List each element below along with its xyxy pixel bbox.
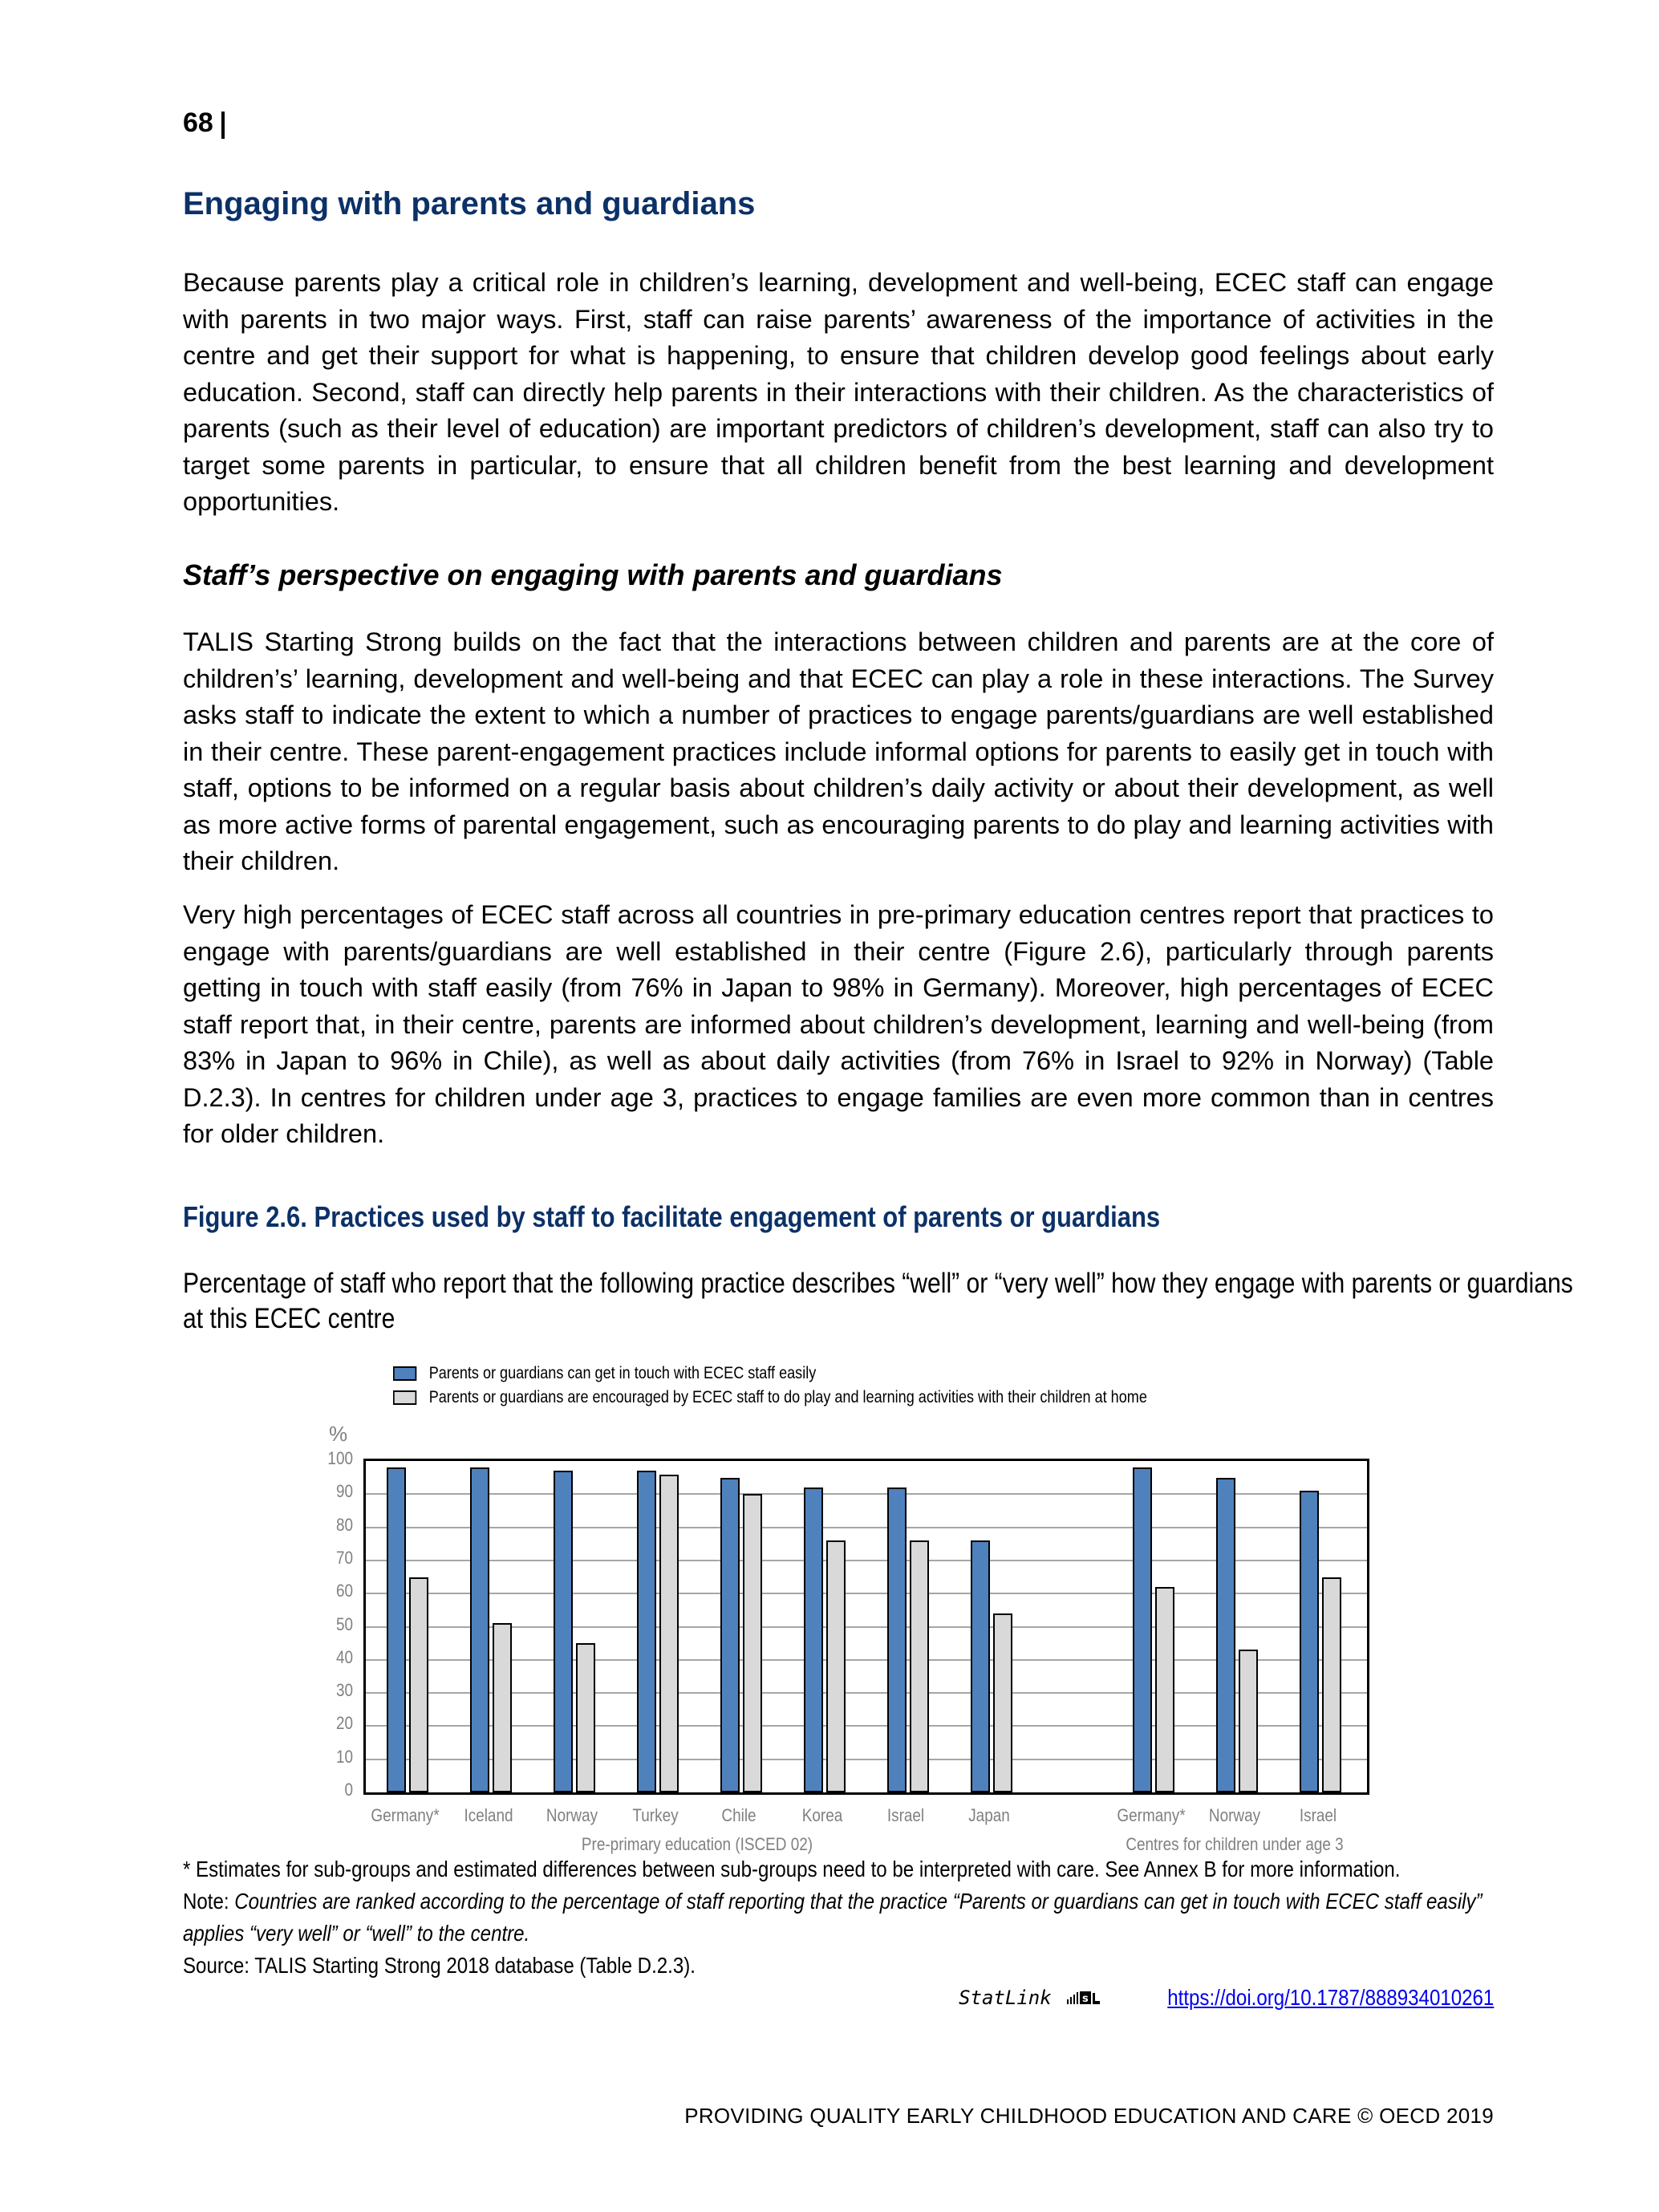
x-tick-label: Iceland [464,1805,513,1825]
bar-encouraged-germany [1155,1587,1174,1792]
section-title: Engaging with parents and guardians [183,186,756,221]
y-tick-label: 60 [335,1581,353,1601]
bar-encouraged-israel [910,1540,929,1792]
x-tick-label: Norway [546,1805,598,1825]
bar-get-in-touch-korea [804,1488,823,1792]
bar-get-in-touch-turkey [637,1471,656,1792]
y-tick-label: 80 [335,1514,353,1535]
note-text: Countries are ranked according to the percentage of staff reporting that the practice “Parents or guardians can get in touch with ECEC staff easily” applies “very well” or “well” to the centre. [183,1889,1483,1946]
bar-get-in-touch-germany [1133,1467,1152,1792]
bar-encouraged-israel [1322,1577,1341,1792]
x-tick-label: Turkey [632,1805,679,1825]
body-paragraph-1: TALIS Starting Strong builds on the fact that the interactions between children and parents are at the core of children’s’ learning, development and well-being and that ECEC can play a role in these interactions. The Survey asks staff to indicate the extent to which a number of practices to engage parents/guardians are well established in their centre. These parent-engagement practices include informal options for parents to easily get in touch with staff, options to be informed on a regular basis about children’s daily activity or about their development, as well as more active forms of parental engagement, such as encouraging parents to do play and learning activities with their children. [183,627,1494,875]
x-group-label: Pre-primary education (ISCED 02) [581,1834,813,1854]
figure-title: Figure 2.6. Practices used by staff to facilitate engagement of parents or guardians [183,1200,1161,1233]
y-tick-label: 10 [335,1746,353,1767]
y-tick-label: 40 [335,1646,353,1667]
y-axis-unit: % [329,1422,348,1446]
y-tick-label: 50 [335,1613,353,1634]
bar-encouraged-germany [409,1577,428,1792]
ranking-note [183,1885,1494,1950]
page-number-text: 68 [183,108,213,138]
statlink [959,1985,1494,2011]
body-paragraph-2: Very high percentages of ECEC staff across all countries in pre-primary education centres report that practices to engage with parents/guardians are well established in their centre (Figure 2.6), particularly through parents getting in touch with staff easily (from 76% in Japan to 98% in Germany). Moreover, high percentages of ECEC staff report that, in their centre, parents are informed about children’s development, learning and well-being (from 83% in Japan to 96% in Chile), as well as about daily activities (from 76% in Israel to 92% in Norway) (Table D.2.3). In centres for children under age 3, practices to engage families are even more common than in centres for older children. [183,900,1494,1148]
legend-label: Parents or guardians can get in touch with ECEC staff easily [428,1364,817,1382]
statlink-url[interactable]: https://doi.org/10.1787/888934010261 [1166,1985,1494,2010]
x-tick-label: Japan [968,1805,1010,1825]
legend-label: Parents or guardians are encouraged by ECEC staff to do play and learning activities with their children at home [428,1388,1147,1406]
legend-item-series1 [393,1364,816,1383]
bar-encouraged-iceland [493,1623,512,1792]
bar-encouraged-korea [826,1540,846,1792]
subsection-title: Staff’s perspective on engaging with parents and guardians [183,558,1003,591]
bar-encouraged-japan [993,1613,1012,1792]
chart-plot-area [363,1459,1369,1795]
y-tick-label: 20 [335,1713,353,1734]
bar-encouraged-norway [1239,1650,1258,1792]
y-tick-label: 100 [327,1448,353,1468]
y-axis [305,1448,353,1800]
figure-notes [183,1853,1494,1982]
bar-get-in-touch-israel [887,1488,907,1792]
legend-swatch-blue [393,1366,416,1381]
x-tick-label: Norway [1208,1805,1261,1825]
figure-subtitle: Percentage of staff who report that the following practice describes “well” or “very well” how they engage with parents or guardians at this ECEC centre [183,1268,1573,1334]
source-note: Source: TALIS Starting Strong 2018 database (Table D.2.3). [183,1953,696,1978]
x-tick-label: Israel [1299,1805,1337,1825]
bar-get-in-touch-norway [1216,1478,1235,1792]
note-label: Note: [183,1889,235,1914]
y-tick-label: 70 [335,1547,353,1568]
x-group-label: Centres for children under age 3 [1126,1834,1344,1854]
x-tick-label: Germany* [371,1805,440,1825]
legend-item-series2 [393,1388,1147,1407]
x-tick-label: Chile [721,1805,756,1825]
x-tick-label: Israel [886,1805,925,1825]
statlink-label: StatLink [959,1987,1052,2009]
page-number [183,108,213,139]
bar-encouraged-chile [743,1494,762,1792]
bar-get-in-touch-chile [720,1478,740,1792]
intro-paragraph: Because parents play a critical role in children’s learning, development and well-being, ECEC staff can engage with parents in two major ways. First, staff can raise parents’ awareness of the importance of activities in the centre and get their support for what is happening, to ensure that children develop good feelings about early education. Second, staff can directly help parents in their interactions with their children. As the characteristics of parents (such as their level of education) are important predictors of children’s development, staff can also try to target some parents in particular, to ensure that all children benefit from the best learning and development opportunities. [183,268,1494,516]
bar-encouraged-turkey [659,1475,679,1792]
statlink-logo-icon [1066,1990,1101,2006]
bar-get-in-touch-israel [1300,1491,1319,1792]
bar-get-in-touch-iceland [470,1467,489,1792]
x-tick-label: Germany* [1117,1805,1186,1825]
bar-get-in-touch-norway [554,1471,573,1792]
asterisk-note: * Estimates for sub-groups and estimated differences between sub-groups need to be interpreted with care. See Annex B for more information. [183,1857,1401,1881]
page-footer: PROVIDING QUALITY EARLY CHILDHOOD EDUCATION AND CARE © OECD 2019 [684,2104,1494,2128]
y-tick-label: 0 [344,1780,353,1800]
y-tick-label: 30 [335,1680,353,1701]
page-number-divider [221,112,225,139]
bar-get-in-touch-germany [387,1467,406,1792]
bar-encouraged-norway [576,1643,595,1792]
svg-text:s: s [1081,1993,1089,2005]
bar-get-in-touch-japan [971,1540,990,1792]
x-tick-label: Korea [801,1805,843,1825]
y-tick-label: 90 [335,1481,353,1502]
legend-swatch-grey [393,1390,416,1405]
